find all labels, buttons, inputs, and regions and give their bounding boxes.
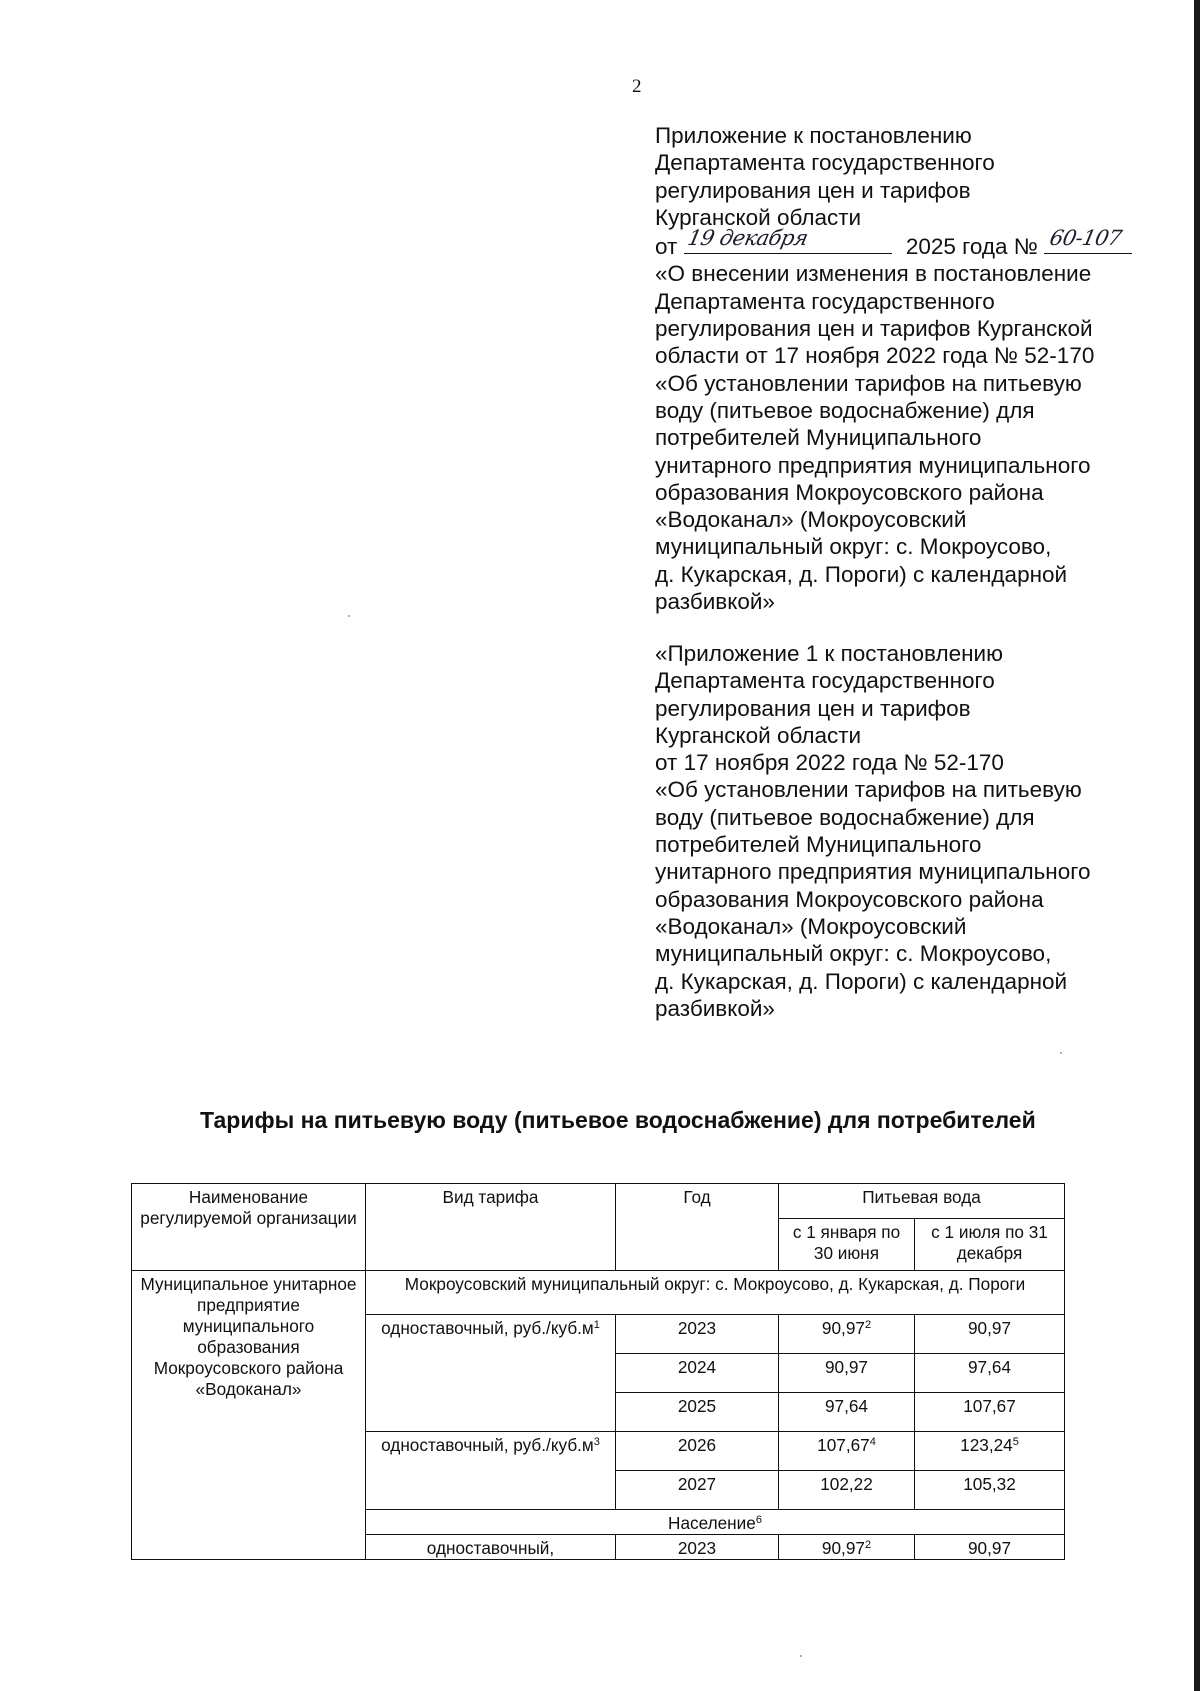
appendix-line: Курганской области bbox=[655, 204, 862, 230]
date-blank bbox=[684, 225, 892, 254]
appendix-line: воду (питьевое водоснабжение) для bbox=[655, 397, 1035, 423]
original-appendix-line: разбивкой» bbox=[655, 995, 775, 1021]
original-appendix-line: Департамента государственного bbox=[655, 668, 995, 694]
tariff-value-cell: 105,32 bbox=[915, 1471, 1065, 1510]
appendix-line: образования Мокроусовского района bbox=[655, 479, 1044, 505]
appendix-line: муниципальный округ: с. Мокроусово, bbox=[655, 534, 1052, 560]
header-year: Год bbox=[616, 1184, 779, 1271]
year-cell: 2025 bbox=[616, 1393, 779, 1432]
scan-speck bbox=[800, 1655, 802, 1657]
year-cell: 2024 bbox=[616, 1354, 779, 1393]
scan-edge bbox=[1194, 0, 1200, 1691]
header-period-2: с 1 июля по 31 декабря bbox=[915, 1219, 1065, 1271]
appendix-line: Департамента государственного bbox=[655, 150, 995, 176]
handwritten-number: 60-107 bbox=[1047, 225, 1124, 250]
tariff-value-cell: 107,67$^4$ bbox=[779, 1432, 915, 1471]
appendix-line: Департамента государственного bbox=[655, 288, 995, 314]
tariff-type-cell: одноставочный, $руб./куб.м^1$ bbox=[366, 1315, 616, 1432]
original-appendix-header bbox=[655, 640, 1125, 1022]
organization-cell: Муниципальное унитарное предприятие муниципального образования Мокроусовского района «Водоканал» bbox=[132, 1271, 366, 1560]
original-appendix-line: образования Мокроусовского района bbox=[655, 886, 1044, 912]
original-appendix-line: потребителей Муниципального bbox=[655, 832, 982, 858]
appendix-line: области от 17 ноября 2022 года № 52-170 bbox=[655, 343, 1095, 369]
footnote-mark: 5 bbox=[1012, 1436, 1019, 1448]
date-prefix: от bbox=[655, 234, 678, 260]
tariff-value-cell: 123,24$^5$ bbox=[915, 1432, 1065, 1471]
appendix-line: регулирования цен и тарифов Курганской bbox=[655, 316, 1093, 342]
number-blank bbox=[1044, 225, 1132, 254]
footnote-mark: 3 bbox=[593, 1436, 600, 1448]
appendix-line: унитарного предприятия муниципального bbox=[655, 452, 1091, 478]
footnote-mark: 4 bbox=[869, 1436, 876, 1448]
original-appendix-line: унитарного предприятия муниципального bbox=[655, 859, 1091, 885]
original-appendix-line: регулирования цен и тарифов bbox=[655, 695, 971, 721]
tariff-value-cell: 90,97$^2$ bbox=[779, 1535, 915, 1560]
tariff-value-cell: 97,64 bbox=[915, 1354, 1065, 1393]
footnote-mark: 6 bbox=[755, 1514, 762, 1526]
year-cell: 2023 bbox=[616, 1535, 779, 1560]
scan-speck bbox=[1060, 1052, 1062, 1054]
tariff-value-cell: 97,64 bbox=[779, 1393, 915, 1432]
appendix-line: разбивкой» bbox=[655, 589, 775, 615]
year-cell: 2023 bbox=[616, 1315, 779, 1354]
original-appendix-line: д. Кукарская, д. Пороги) с календарной bbox=[655, 968, 1068, 994]
original-appendix-line: «Приложение 1 к постановлению bbox=[655, 641, 1003, 666]
header-period-1: с 1 января по 30 июня bbox=[779, 1219, 915, 1271]
original-appendix-line: муниципальный округ: с. Мокроусово, bbox=[655, 941, 1052, 967]
appendix-header bbox=[655, 122, 1125, 615]
original-appendix-line: Курганской области bbox=[655, 722, 862, 748]
tariff-type-cell: одноставочный, bbox=[366, 1535, 616, 1560]
tariff-value-cell: 90,97 bbox=[779, 1354, 915, 1393]
appendix-line: «Водоканал» (Мокроусовский bbox=[655, 507, 967, 533]
table-header-row bbox=[132, 1184, 1065, 1219]
tariff-value-cell: 90,97$^2$ bbox=[779, 1315, 915, 1354]
footnote-mark: 2 bbox=[864, 1319, 872, 1331]
tariff-value-cell: 107,67 bbox=[915, 1393, 1065, 1432]
scan-speck bbox=[348, 615, 350, 617]
appendix-line: потребителей Муниципального bbox=[655, 425, 982, 451]
territory-row bbox=[132, 1271, 1065, 1315]
tariff-value-cell: 90,97 bbox=[915, 1535, 1065, 1560]
header-drinking-water: Питьевая вода bbox=[779, 1184, 1065, 1219]
year-cell: 2026 bbox=[616, 1432, 779, 1471]
original-appendix-line: «Водоканал» (Мокроусовский bbox=[655, 913, 967, 939]
appendix-line: «О внесении изменения в постановление bbox=[655, 261, 1092, 287]
original-appendix-line: воду (питьевое водоснабжение) для bbox=[655, 804, 1035, 830]
appendix-line: Приложение к постановлению bbox=[655, 123, 972, 148]
year-text: 2025 года № bbox=[905, 234, 1038, 260]
handwritten-date: 19 декабря bbox=[685, 225, 810, 250]
tariff-value-cell: 102,22 bbox=[779, 1471, 915, 1510]
original-appendix-line: от 17 ноября 2022 года № 52-170 bbox=[655, 750, 1004, 776]
appendix-line: д. Кукарская, д. Пороги) с календарной bbox=[655, 561, 1068, 587]
table-heading: Тарифы на питьевую воду (питьевое водоснабжение) для потребителей bbox=[200, 1107, 1036, 1133]
tariff-value-cell: 90,97 bbox=[915, 1315, 1065, 1354]
appendix-line: регулирования цен и тарифов bbox=[655, 177, 971, 203]
territory-cell: Мокроусовский муниципальный округ: с. Мокроусово, д. Кукарская, д. Пороги bbox=[366, 1271, 1065, 1315]
header-tariff-type: Вид тарифа bbox=[366, 1184, 616, 1271]
year-cell: 2027 bbox=[616, 1471, 779, 1510]
tariff-table bbox=[131, 1183, 1065, 1560]
original-appendix-line: «Об установлении тарифов на питьевую bbox=[655, 777, 1082, 803]
population-cell: Население$^6$ bbox=[366, 1510, 1065, 1535]
page-number: 2 bbox=[632, 76, 642, 97]
header-organization: Наименование регулируемой организации bbox=[132, 1184, 366, 1271]
appendix-date-line bbox=[655, 225, 1125, 260]
footnote-mark: 2 bbox=[864, 1539, 872, 1551]
appendix-line: «Об установлении тарифов на питьевую bbox=[655, 370, 1082, 396]
footnote-mark: 1 bbox=[593, 1319, 600, 1331]
tariff-type-cell: одноставочный, $руб./куб.м^3$ bbox=[366, 1432, 616, 1510]
